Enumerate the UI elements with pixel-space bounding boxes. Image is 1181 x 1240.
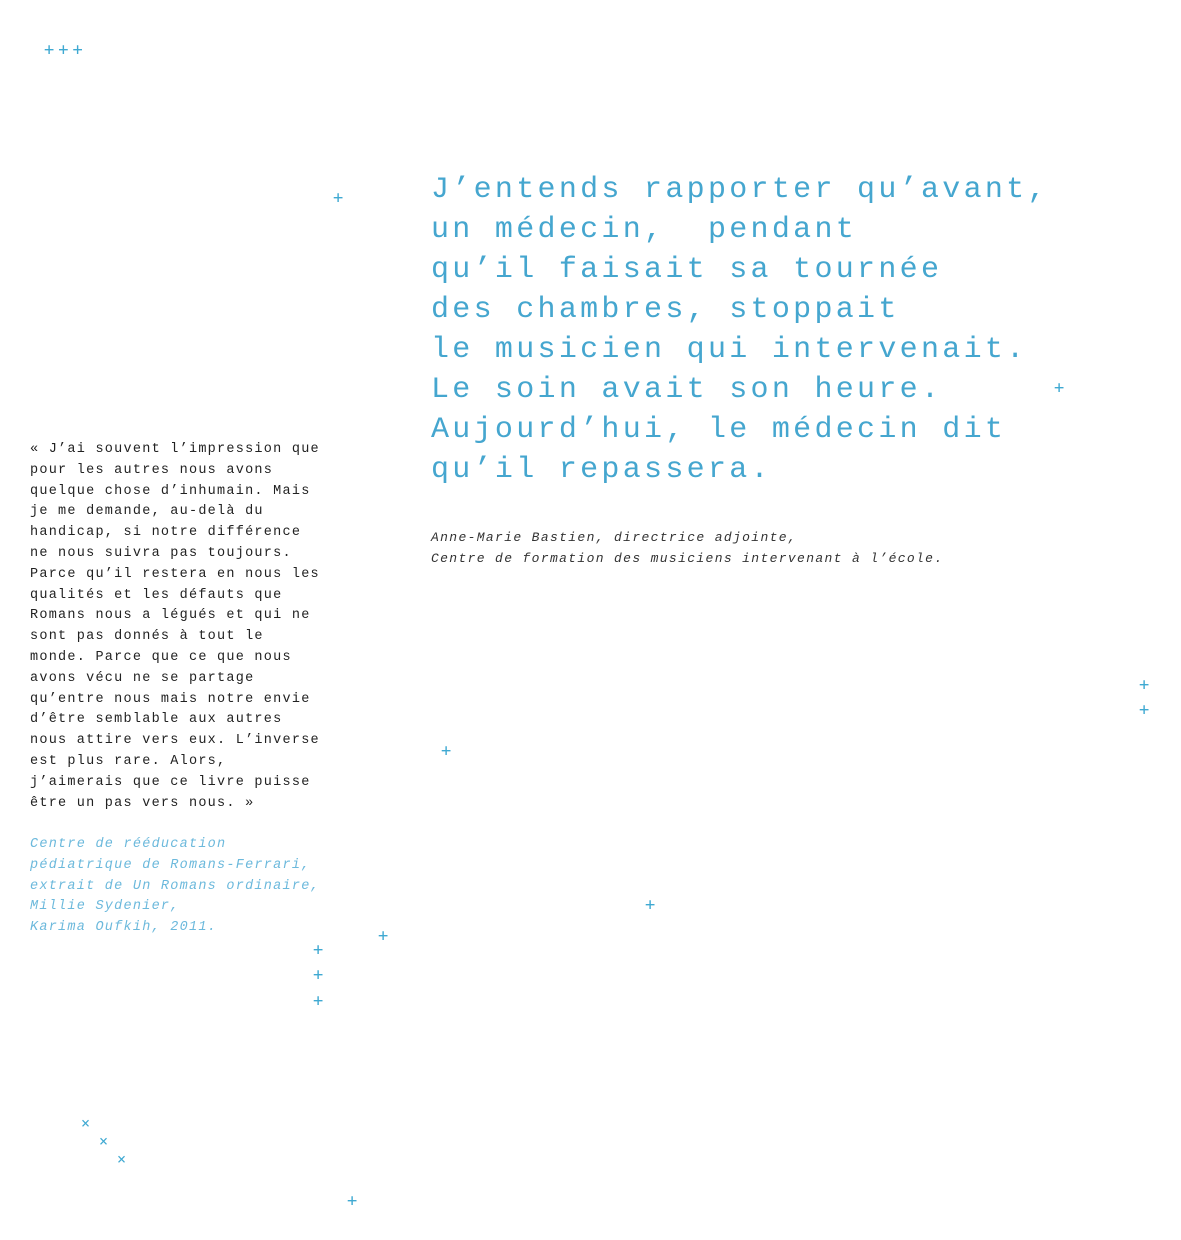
testimonial-line: Parce qu’il restera en nous les: [30, 566, 320, 582]
side-testimonial: [30, 440, 390, 814]
plus-mark: +: [1054, 378, 1065, 398]
testimonial-line: sont pas donnés à tout le: [30, 629, 264, 645]
testimonial-line: qualités et les défauts que: [30, 587, 283, 603]
quote-attribution: [431, 527, 943, 569]
cross-mark: ×: [81, 1114, 91, 1132]
testimonial-line: monde. Parce que ce que nous: [30, 649, 292, 665]
quote-line: des chambres, stoppait: [431, 293, 900, 327]
testimonial-line: pour les autres nous avons: [30, 462, 274, 478]
testimonial-line: nous attire vers eux. L’inverse: [30, 733, 320, 749]
attribution-line: Anne-Marie Bastien, directrice adjointe,: [431, 530, 798, 545]
plus-mark: +: [313, 991, 324, 1011]
plus-mark: +: [333, 188, 344, 208]
plus-mark-top-row: +++: [44, 40, 87, 60]
cross-mark: ×: [117, 1150, 127, 1168]
source-line: pédiatrique de Romans-Ferrari,: [30, 857, 311, 873]
source-line: extrait de Un Romans ordinaire,: [30, 878, 320, 894]
testimonial-line: ne nous suivra pas toujours.: [30, 545, 292, 561]
plus-mark: +: [1139, 675, 1150, 695]
quote-line: Le soin avait son heure.: [431, 373, 943, 407]
testimonial-line: Romans nous a légués et qui ne: [30, 608, 311, 624]
quote-line: Aujourd’hui, le médecin dit: [431, 413, 1007, 447]
quote-line: J’entends rapporter qu’avant,: [431, 173, 1049, 207]
plus-mark: +: [645, 895, 656, 915]
source-line: Millie Sydenier,: [30, 899, 180, 915]
cross-mark: ×: [99, 1132, 109, 1150]
plus-mark: +: [313, 965, 324, 985]
testimonial-line: « J’ai souvent l’impression que: [30, 442, 320, 457]
attribution-line: Centre de formation des musiciens intervenant à l’école.: [431, 551, 944, 566]
plus-mark: +: [347, 1191, 358, 1211]
testimonial-line: quelque chose d’inhumain. Mais: [30, 483, 311, 499]
source-line: Centre de rééducation: [30, 837, 227, 852]
testimonial-line: qu’entre nous mais notre envie: [30, 691, 311, 707]
testimonial-line: avons vécu ne se partage: [30, 670, 255, 686]
quote-line: le musicien qui intervenait.: [431, 333, 1028, 367]
plus-mark: +: [441, 741, 452, 761]
testimonial-line: j’aimerais que ce livre puisse: [30, 774, 311, 790]
testimonial-line: être un pas vers nous. »: [30, 795, 255, 811]
testimonial-line: handicap, si notre différence: [30, 525, 302, 541]
quote-line: un médecin, pendant: [431, 213, 858, 247]
quote-line: qu’il repassera.: [431, 453, 772, 487]
quote-line: qu’il faisait sa tournée: [431, 253, 943, 287]
plus-mark: +: [378, 926, 389, 946]
main-pull-quote: [431, 170, 1131, 490]
testimonial-line: d’être semblable aux autres: [30, 712, 283, 728]
testimonial-line: je me demande, au-delà du: [30, 504, 264, 520]
testimonial-line: est plus rare. Alors,: [30, 753, 227, 769]
testimonial-source: [30, 835, 320, 939]
plus-mark: +: [313, 940, 324, 960]
plus-mark: +: [1139, 700, 1150, 720]
source-line: Karima Oufkih, 2011.: [30, 920, 218, 936]
